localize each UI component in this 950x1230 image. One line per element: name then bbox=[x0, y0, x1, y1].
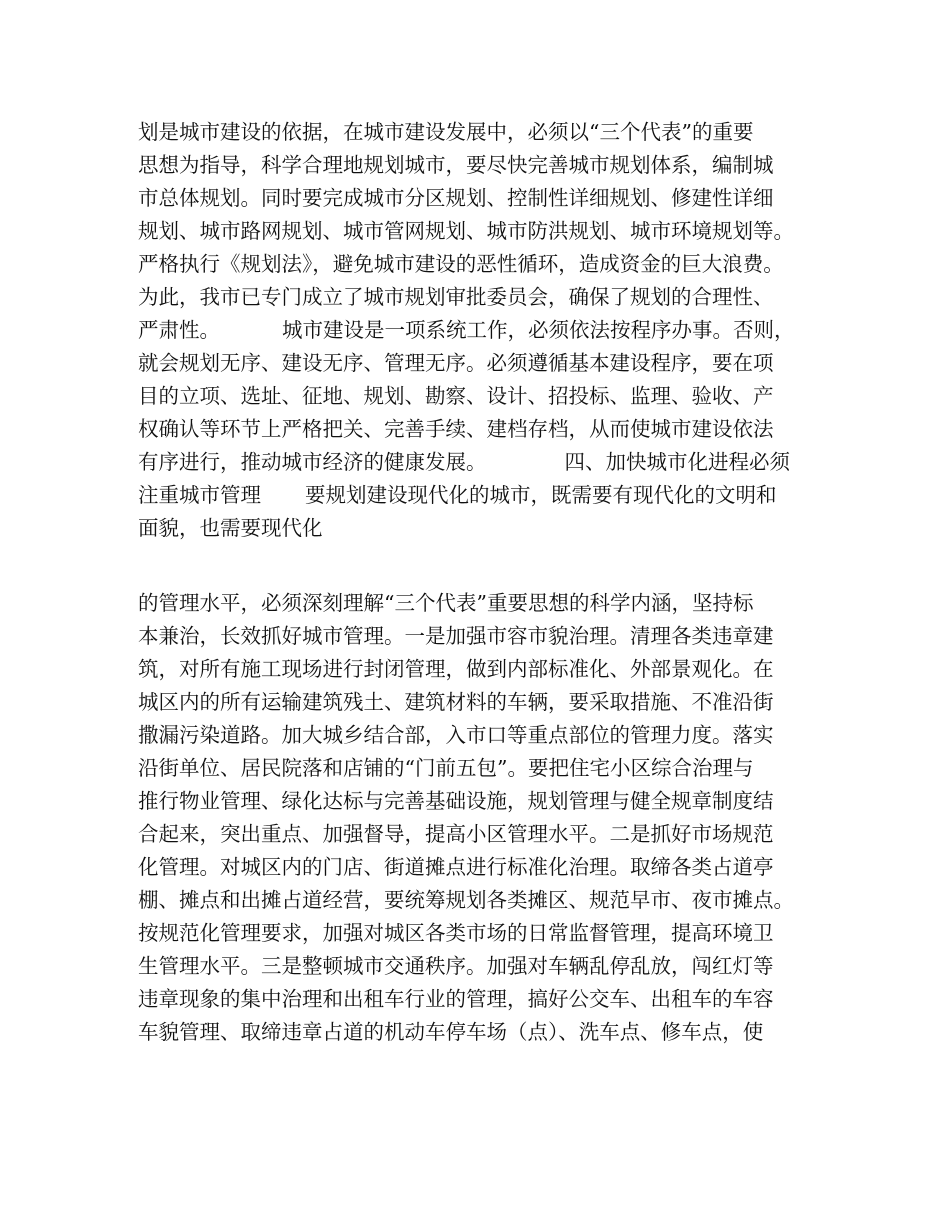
text-segment: 有序进行，推动城市经济的健康发展。 bbox=[138, 450, 487, 474]
text-line: 规划、城市路网规划、城市管网规划、城市防洪规划、城市环境规划等。 bbox=[138, 219, 794, 243]
text-line: 生管理水平。三是整顿城市交通秩序。加强对车辆乱停乱放，闯红灯等 bbox=[138, 954, 774, 978]
text-line: 违章现象的集中治理和出租车行业的管理，搞好公交车、出租车的车容 bbox=[138, 987, 774, 1011]
body-text-block-2 bbox=[138, 587, 828, 1049]
text-line: 权确认等环节上严格把关、完善手续、建档存档，从而使城市建设依法 bbox=[138, 417, 774, 441]
text-line: 城区内的所有运输建筑残土、建筑材料的车辆，要采取措施、不准沿街 bbox=[138, 690, 774, 714]
body-text-block-1 bbox=[138, 116, 828, 545]
section-heading: 四、加快城市化进程必须 bbox=[564, 450, 790, 474]
text-line bbox=[138, 479, 828, 512]
text-line: 市总体规划。同时要完成城市分区规划、控制性详细规划、修建性详细 bbox=[138, 186, 774, 210]
text-line: 划是城市建设的依据，在城市建设发展中，必须以“三个代表”的重要 bbox=[138, 120, 754, 144]
text-line: 撒漏污染道路。加大城乡结合部，入市口等重点部位的管理力度。落实 bbox=[138, 723, 774, 747]
section-heading: 注重城市管理 bbox=[138, 483, 261, 507]
text-line: 面貌，也需要现代化 bbox=[138, 516, 323, 540]
text-line: 棚、摊点和出摊占道经营，要统筹规划各类摊区、规范早市、夜市摊点。 bbox=[138, 888, 794, 912]
text-segment: 城市建设是一项系统工作，必须依法按程序办事。否则， bbox=[282, 318, 795, 342]
text-line: 推行物业管理、绿化达标与完善基础设施，规划管理与健全规章制度结 bbox=[138, 789, 774, 813]
text-line: 目的立项、选址、征地、规划、勘察、设计、招投标、监理、验收、产 bbox=[138, 384, 774, 408]
text-line bbox=[138, 314, 828, 347]
text-segment: 要规划建设现代化的城市，既需要有现代化的文明和 bbox=[305, 483, 777, 507]
text-line: 思想为指导，科学合理地规划城市，要尽快完善城市规划体系，编制城 bbox=[138, 153, 774, 177]
text-line: 严格执行《规划法》，避免城市建设的恶性循环，造成资金的巨大浪费。 bbox=[138, 252, 784, 276]
text-segment: 严肃性。 bbox=[138, 318, 220, 342]
text-line: 沿街单位、居民院落和店铺的“门前五包”。要把住宅小区综合治理与 bbox=[138, 756, 754, 780]
text-line: 的管理水平，必须深刻理解“三个代表”重要思想的科学内涵，坚持标 bbox=[138, 591, 754, 615]
text-line bbox=[138, 446, 828, 479]
text-line: 车貌管理、取缔违章占道的机动车停车场（点）、洗车点、修车点，使 bbox=[138, 1020, 764, 1044]
text-line: 化管理。对城区内的门店、街道摊点进行标准化治理。取缔各类占道亭 bbox=[138, 855, 774, 879]
text-line: 就会规划无序、建设无序、管理无序。必须遵循基本建设程序，要在项 bbox=[138, 351, 774, 375]
text-line: 为此，我市已专门成立了城市规划审批委员会，确保了规划的合理性、 bbox=[138, 285, 774, 309]
text-line: 合起来，突出重点、加强督导，提高小区管理水平。二是抓好市场规范 bbox=[138, 822, 774, 846]
text-line: 本兼治，长效抓好城市管理。一是加强市容市貌治理。清理各类违章建 bbox=[138, 624, 774, 648]
text-line: 筑，对所有施工现场进行封闭管理，做到内部标准化、外部景观化。在 bbox=[138, 657, 774, 681]
text-line: 按规范化管理要求，加强对城区各类市场的日常监督管理，提高环境卫 bbox=[138, 921, 774, 945]
